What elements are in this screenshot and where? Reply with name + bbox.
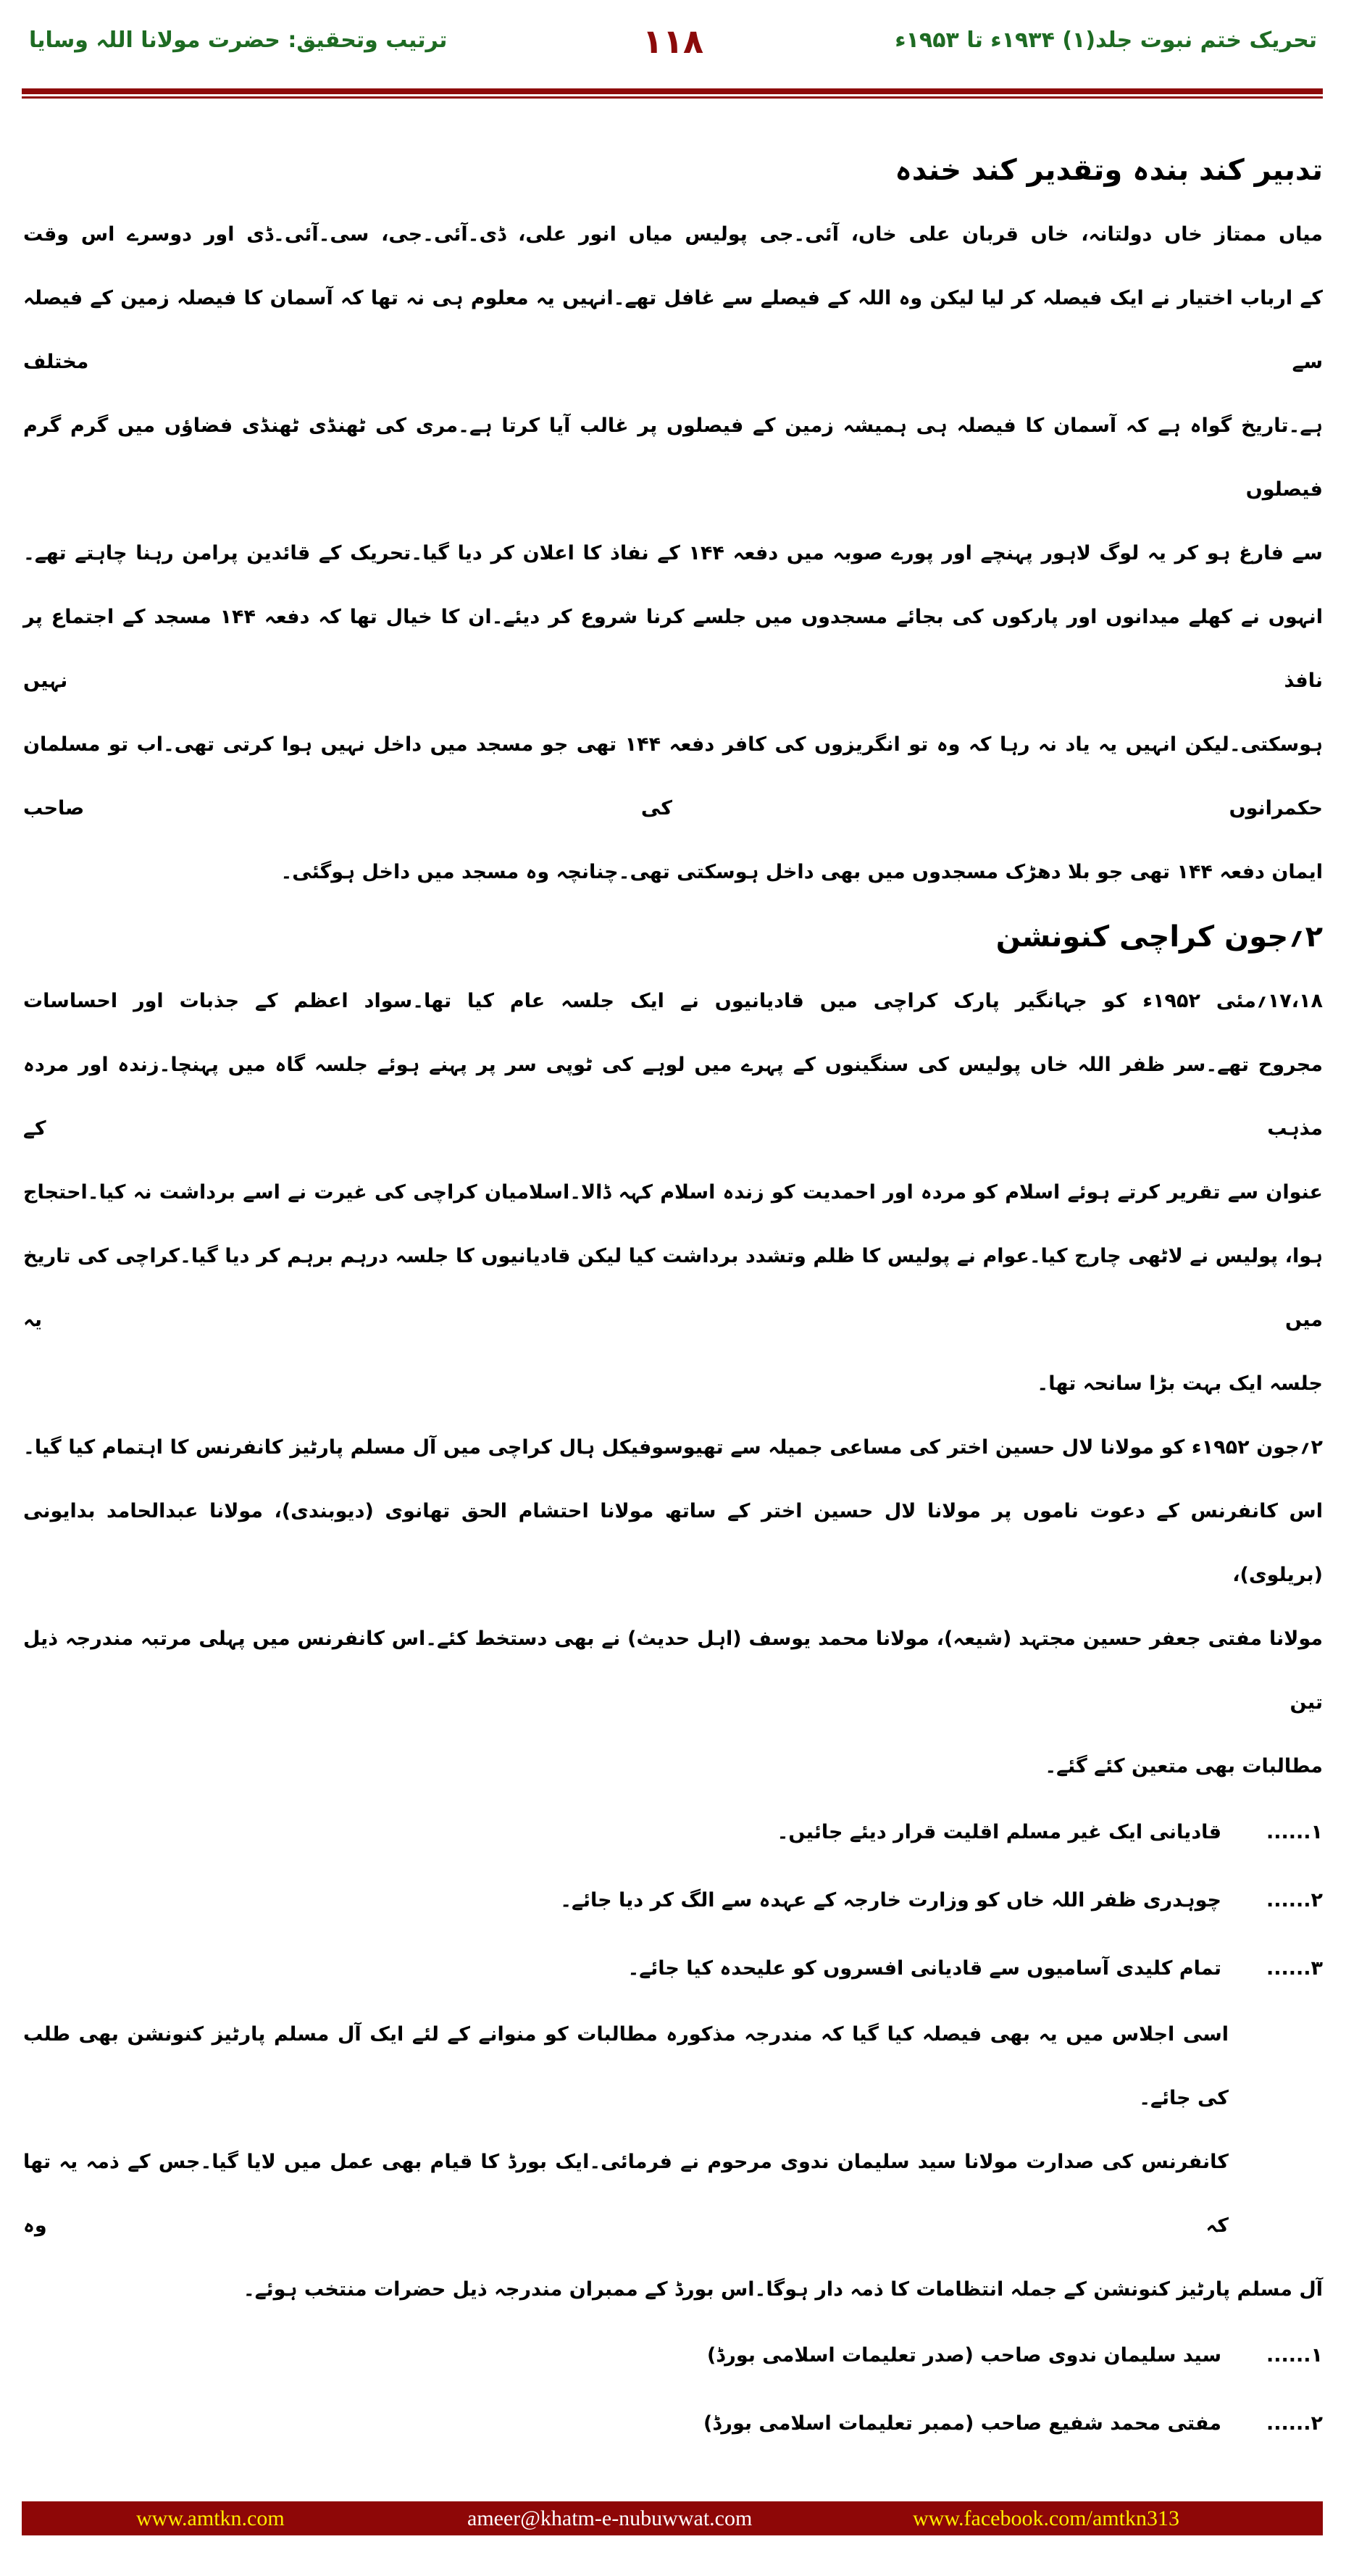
compiler-credit: ترتیب وتحقیق: حضرت مولانا اللہ وسایا [29, 28, 448, 53]
email-link[interactable]: ameer@khatm-e-nubuwwat.com [467, 2506, 753, 2530]
header-rule-thin [22, 96, 1323, 99]
text-line: مجروح تھے۔سر ظفر اللہ خاں پولیس کی سنگینوں کے پہرے میں لوہے کی ٹوپی سر پر پہنے ہوئے جلسہ گاہ میں پہنچا۔زندہ اور مردہ مذہب کے [23, 1054, 1323, 1140]
paragraph [23, 970, 1323, 1416]
website-link[interactable]: www.amtkn.com [136, 2506, 285, 2530]
text-line: کانفرنس کی صدارت مولانا سید سلیمان ندوی مرحوم نے فرمائی۔ایک بورڈ کا قیام بھی عمل میں لایا گیا۔جس کے ذمہ یہ تھا کہ وہ [23, 2151, 1229, 2237]
section-heading: تدبیر کند بندہ وتقدیر کند خندہ [895, 154, 1323, 187]
text-line: انہوں نے کھلے میدانوں اور پارکوں کی بجائے مسجدوں میں جلسے کرنا شروع کر دیئے۔ان کا خیال تھا کہ دفعہ ۱۴۴ مسجد کے اجتماع پر نافذ نہیں [23, 606, 1323, 692]
page-body [23, 138, 1323, 2458]
header-rule-thick [22, 88, 1323, 94]
text-line: ہے۔تاریخ گواہ ہے کہ آسمان کا فیصلہ ہی ہمیشہ زمین کے فیصلوں پر غالب آیا کرتا ہے۔مری کی ٹھنڈی ٹھنڈی فضاؤں میں گرم گرم فیصلوں [23, 414, 1323, 501]
text-line: اس کانفرنس کے دعوت ناموں پر مولانا لال حسین اختر کے ساتھ مولانا احتشام الحق تھانوی (دیوبندی)، مولانا عبدالحامد بدایونی (بریلوی)، [23, 1500, 1323, 1586]
text-line: مطالبات بھی متعین کئے گئے۔ [1045, 1755, 1323, 1777]
list-number: ۱...... [1266, 1821, 1323, 1843]
text-line: ایمان دفعہ ۱۴۴ تھی جو بلا دھڑک مسجدوں میں بھی داخل ہوسکتی تھی۔چنانچہ وہ مسجد میں داخل ہوگئی۔ [280, 861, 1323, 883]
list-text: مفتی محمد شفیع صاحب (ممبر تعلیمات اسلامی بورڈ) [703, 2412, 1221, 2435]
list-number: ۲...... [1266, 2412, 1323, 2435]
list-item [23, 1935, 1323, 2003]
text-line: جلسہ ایک بہت بڑا سانحہ تھا۔ [1037, 1372, 1323, 1395]
list-item [23, 1867, 1323, 1935]
text-line: اسی اجلاس میں یہ بھی فیصلہ کیا گیا کہ مندرجہ مذکورہ مطالبات کو منوانے کے لئے ایک آل مسلم پارٹیز کنونشن بھی طلب کی جائے۔ [23, 2023, 1229, 2109]
demands-list [23, 1798, 1323, 2003]
members-list [23, 2322, 1323, 2458]
text-line: میاں ممتاز خاں دولتانہ، خاں قربان علی خاں، آئی۔جی پولیس میاں انور علی، ڈی۔آئی۔جی، سی۔آئی۔ڈی اور دوسرے اس وقت [23, 223, 1323, 246]
list-text: چوہدری ظفر اللہ خاں کو وزارت خارجہ کے عہدہ سے الگ کر دیا جائے۔ [560, 1889, 1221, 1912]
section-heading: ۲؍جون کراچی کنونشن [995, 920, 1323, 954]
facebook-link[interactable]: www.facebook.com/amtkn313 [913, 2506, 1179, 2530]
list-text: تمام کلیدی آسامیوں سے قادیانی افسروں کو علیحدہ کیا جائے۔ [627, 1957, 1221, 1980]
list-text: قادیانی ایک غیر مسلم اقلیت قرار دیئے جائیں۔ [777, 1821, 1221, 1843]
text-line: آل مسلم پارٹیز کنونشن کے جملہ انتظامات کا ذمہ دار ہوگا۔اس بورڈ کے ممبران مندرجہ ذیل حضرات منتخب ہوئے۔ [243, 2278, 1323, 2301]
text-line: ہوسکتی۔لیکن انہیں یہ یاد نہ رہا کہ وہ تو انگریزوں کی کافر دفعہ ۱۴۴ تھی جو مسجد میں داخل نہیں ہوا کرتی تھی۔اب تو مسلمان حکمرانوں کی صاحب [23, 733, 1323, 820]
list-item [23, 1798, 1323, 1867]
book-title: تحریک ختم نبوت جلد(۱) ۱۹۳۴ء تا ۱۹۵۳ء [895, 28, 1317, 53]
text-line: عنوان سے تقریر کرتے ہوئے اسلام کو مردہ اور احمدیت کو زندہ اسلام کہہ ڈالا۔اسلامیان کراچی کی غیرت نے اسے برداشت نہ کیا۔احتجاج [23, 1181, 1323, 1204]
page-number: ۱۱۸ [642, 22, 704, 61]
list-number: ۲...... [1266, 1889, 1323, 1912]
page-header [0, 0, 1346, 138]
text-line: ۱۷،۱۸؍مئی ۱۹۵۲ء کو جہانگیر پارک کراچی میں قادیانیوں نے ایک جلسہ عام کیا تھا۔سواد اعظم کے جذبات اور احساسات [23, 990, 1323, 1012]
list-number: ۳...... [1266, 1957, 1323, 1980]
paragraph [23, 203, 1323, 904]
paragraph [23, 2003, 1323, 2322]
footer-bar [22, 2501, 1323, 2535]
paragraph [23, 1416, 1323, 1798]
list-number: ۱...... [1266, 2344, 1323, 2367]
text-line: ۲؍جون ۱۹۵۲ء کو مولانا لال حسین اختر کی مساعی جمیلہ سے تھیوسوفیکل ہال کراچی میں آل مسلم پارٹیز کانفرنس کا اہتمام کیا گیا۔ [23, 1436, 1323, 1459]
list-item [23, 2390, 1323, 2458]
list-text: سید سلیمان ندوی صاحب (صدر تعلیمات اسلامی بورڈ) [706, 2344, 1221, 2367]
text-line: کے ارباب اختیار نے ایک فیصلہ کر لیا لیکن وہ اللہ کے فیصلے سے غافل تھے۔انہیں یہ معلوم ہی نہ تھا کہ آسمان کا فیصلہ زمین کے فیصلہ سے مختلف [23, 287, 1323, 373]
text-line: سے فارغ ہو کر یہ لوگ لاہور پہنچے اور پورے صوبہ میں دفعہ ۱۴۴ کے نفاذ کا اعلان کر دیا گیا۔تحریک کے قائدین پرامن رہنا چاہتے تھے۔ [23, 542, 1323, 564]
text-line: ہوا، پولیس نے لاٹھی چارج کیا۔عوام نے پولیس کا ظلم وتشدد برداشت کیا لیکن قادیانیوں کا جلسہ درہم برہم کر دیا گیا۔کراچی کی تاریخ میں یہ [23, 1245, 1323, 1331]
text-line: مولانا مفتی جعفر حسین مجتہد (شیعہ)، مولانا محمد یوسف (اہل حدیث) نے بھی دستخط کئے۔اس کانفرنس میں پہلی مرتبہ مندرجہ ذیل تین [23, 1627, 1323, 1714]
list-item [23, 2322, 1323, 2390]
